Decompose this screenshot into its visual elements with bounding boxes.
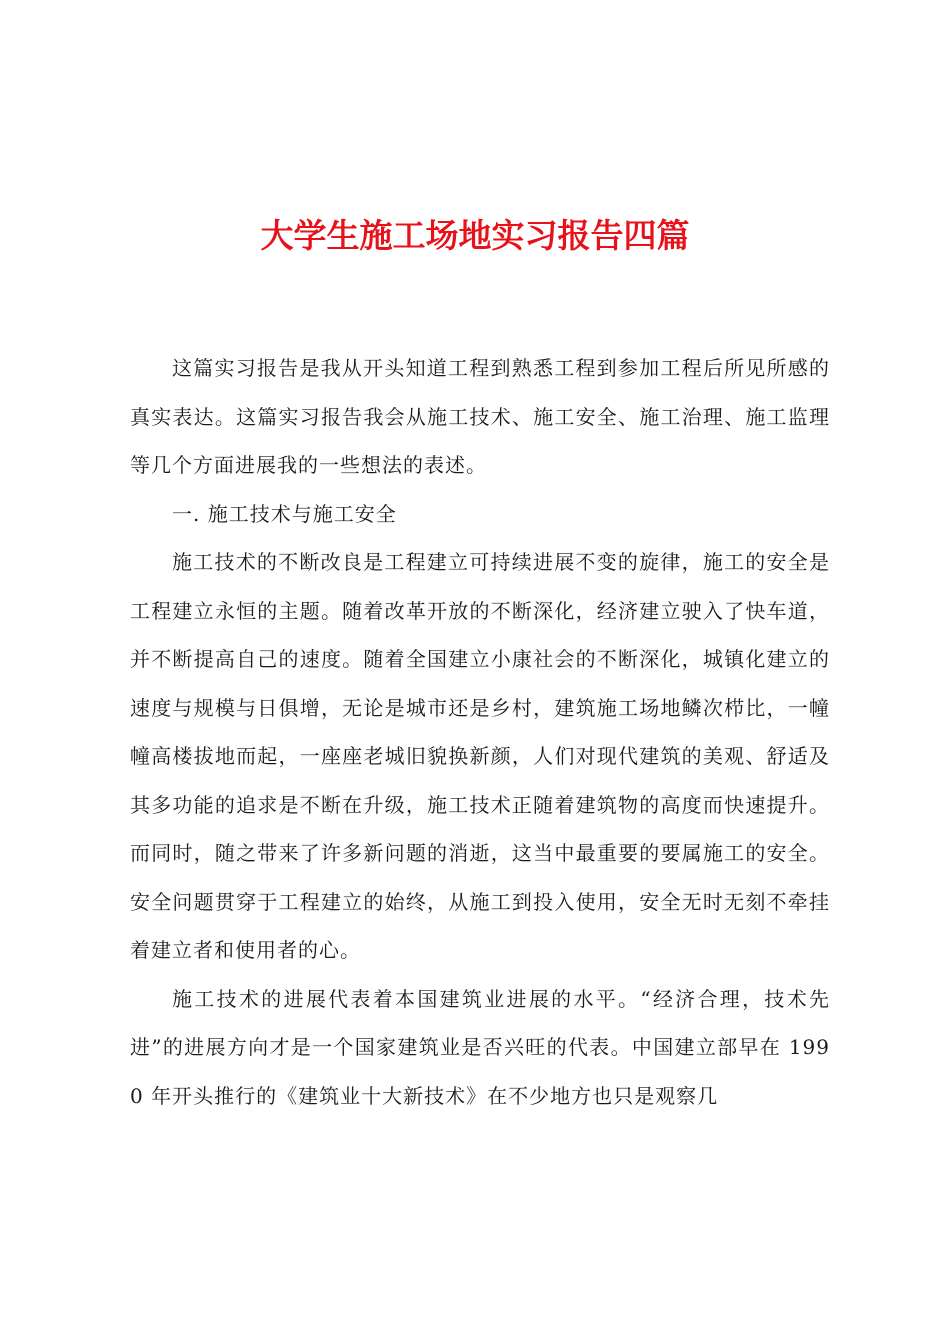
body-paragraph: 施工技术的进展代表着本国建筑业进展的水平。“经济合理，技术先进”的进展方向才是一个国家建筑业是否兴旺的代表。中国建立部早在 1990 年开头推行的《建筑业十大新技术》在不少地方也只是观察几 <box>130 986 830 1108</box>
intro-paragraph: 这篇实习报告是我从开头知道工程到熟悉工程到参加工程后所见所感的真实表达。这篇实习报告我会从施工技术、施工安全、施工治理、施工监理等几个方面进展我的一些想法的表述。 <box>130 356 830 477</box>
body-paragraph: 施工技术的不断改良是工程建立可持续进展不变的旋律，施工的安全是工程建立永恒的主题。随着改革开放的不断深化，经济建立驶入了快车道，并不断提高自己的速度。随着全国建立小康社会的不断深化，城镇化建立的速度与规模与日俱增，无论是城市还是乡村，建筑施工场地鳞次栉比，一幢幢高楼拔地而起，一座座老城旧貌换新颜，人们对现代建筑的美观、舒适及其多功能的追求是不断在升级，施工技术正随着建筑物的高度而快速提升。而同时，随之带来了许多新问题的消逝，这当中最重要的要属施工的安全。安全问题贯穿于工程建立的始终，从施工到投入使用，安全无时无刻不牵挂着建立者和使用者的心。 <box>130 550 830 962</box>
document-body <box>130 344 830 1120</box>
section-heading: 一. 施工技术与施工安全 <box>172 501 397 526</box>
document-title: 大学生施工场地实习报告四篇 <box>260 216 690 255</box>
